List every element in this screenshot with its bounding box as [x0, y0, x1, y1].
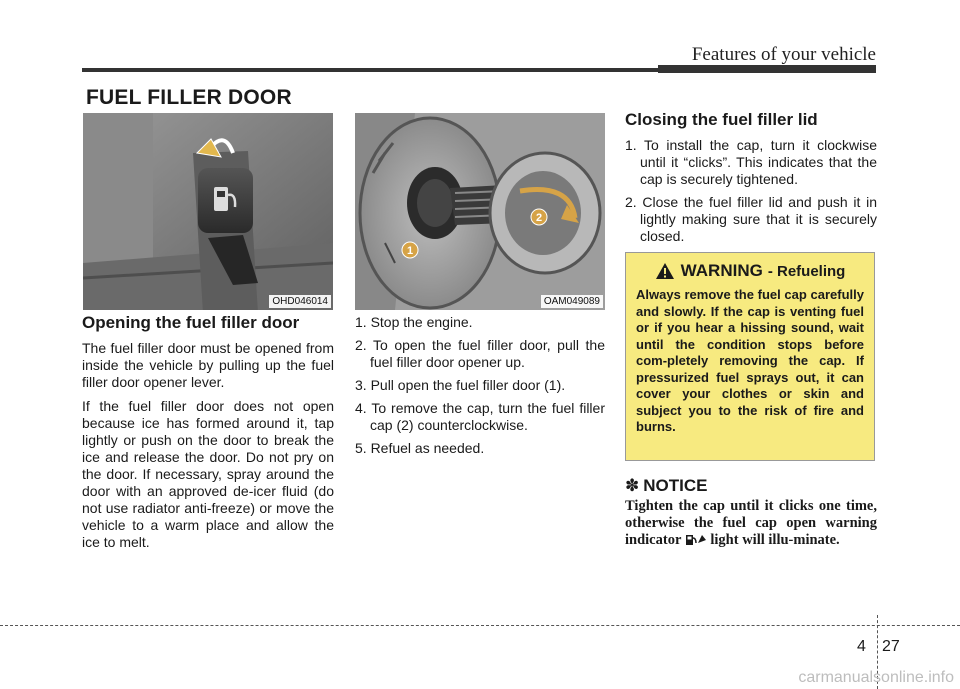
notice-text: light will illu-minate. — [710, 532, 840, 548]
notice-heading — [625, 476, 707, 496]
page-title: FUEL FILLER DOOR — [86, 86, 292, 109]
callout-2: 2 — [535, 212, 543, 224]
notice-title: NOTICE — [643, 476, 708, 495]
opening-section — [82, 314, 334, 558]
left-photo-label: OHD046014 — [269, 295, 331, 308]
header-section-name: Features of your vehicle — [691, 44, 876, 65]
warning-body: Always remove the fuel cap carefully and slowly. If the cap is venting fuel or if you hear a hissing sound, wait until the condition stops before com-pletely removing the cap. If pressurized fuel sprays out, it can cover your clothes or skin and subject you to the risk of fire and burns. — [636, 287, 864, 434]
list-item: 4. To remove the cap, turn the fuel filler cap (2) counterclockwise. — [355, 400, 605, 433]
open-filler-door-photo — [355, 113, 605, 310]
list-item: 1. To install the cap, turn it clockwise until it “clicks”. This indicates that the cap is securely tightened. — [625, 137, 877, 187]
page-number: 27 — [882, 638, 900, 655]
opening-paragraph: If the fuel filler door does not open because ice has formed around it, tap lightly or push on the door to break the ice and release the door. Do not pry on the door. If necessary, spray around the door with an approved de-icer fluid (do not use radiator anti-freeze) or move the vehicle to a warm place and allow the ice to melt. — [82, 398, 334, 550]
opening-paragraph: The fuel filler door must be opened from inside the vehicle by pulling up the fuel filler door opener lever. — [82, 340, 334, 390]
opener-lever-photo — [83, 113, 333, 310]
footer-divider — [0, 625, 960, 626]
middle-photo-label: OAM049089 — [541, 295, 603, 308]
header-rule-accent — [658, 65, 876, 73]
warning-subtitle: - Refueling — [767, 262, 846, 280]
warning-triangle-icon — [655, 262, 675, 280]
notice-text: Tighten the cap until it clicks one time, otherwise the fuel cap open warning indicator — [625, 498, 877, 548]
chapter-number: 4 — [857, 638, 866, 655]
watermark: carmanualsonline.info — [798, 669, 954, 686]
closing-section — [625, 111, 877, 251]
list-item: 2. Close the fuel filler lid and push it in lightly making sure that it is securely closed. — [625, 194, 877, 244]
warning-box — [625, 252, 875, 461]
refuel-steps — [355, 314, 605, 463]
warning-title: WARNING — [680, 261, 763, 280]
list-item: 5. Refuel as needed. — [355, 440, 485, 456]
notice-star-icon: ✽ — [625, 476, 640, 495]
fuel-cap-warning-icon — [685, 532, 707, 546]
closing-heading: Closing the fuel filler lid — [625, 110, 818, 129]
callout-1: 1 — [406, 245, 414, 257]
notice-body — [625, 498, 877, 549]
list-item: 2. To open the fuel filler door, pull the fuel filler door opener up. — [355, 337, 605, 370]
list-item: 1. Stop the engine. — [355, 314, 473, 330]
opening-heading: Opening the fuel filler door — [82, 313, 300, 332]
list-item: 3. Pull open the fuel filler door (1). — [355, 377, 566, 393]
